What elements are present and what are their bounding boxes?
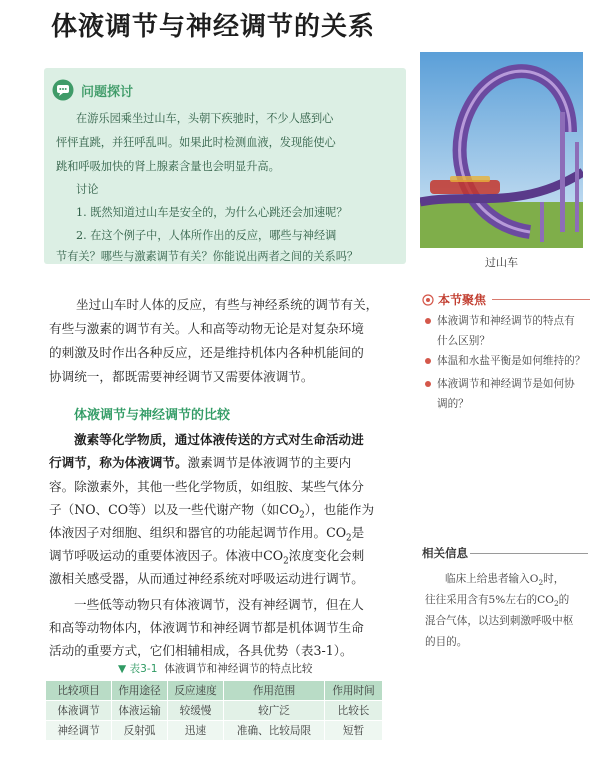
problem-paragraph-line: 在游乐园乘坐过山车，头朝下疾驰时，不少人感到心 [76,112,334,125]
table-header-cell: 作用范围 [224,681,325,701]
definition-line: 行调节，称为体液调节。 [49,455,188,470]
discussion-question-2: 2. 在这个例子中，人体所作出的反应，哪些与神经调 [76,229,337,242]
problem-paragraph-line: 跳和呼吸加快的肾上腺素含量也会明显升高。 [56,160,280,173]
related-span: 时， [543,573,565,585]
table-cell: 体液调节 [46,701,112,721]
problem-header [52,79,133,101]
table-cell: 比较长 [325,701,383,721]
related-span: 的 [558,594,570,606]
bullet-dot-icon [425,381,431,387]
focus-title: 本节聚焦 [438,293,487,307]
table-number: 表3-1 [129,663,158,675]
body-text-line: 和高等动物体内，体液调节和神经调节都是机体调节生命 [49,620,364,635]
discussion-question-2: 节有关？哪些与激素调节有关？你能说出两者之间的关系吗？ [56,250,359,263]
table-caption [118,661,313,676]
focus-item: 体液调节和神经调节的特点有 [437,315,575,327]
chat-bubble-icon [52,79,74,101]
body-text-span: 浓度变化会刺 [288,548,365,563]
section-heading: 体液调节与神经调节的比较 [74,408,231,423]
focus-item: 体温和水盐平衡是如何维持的？ [437,355,586,367]
related-span: 往往采用含有5%左右的CO [425,594,554,606]
body-text-line: 容。除激素外，其他一些化学物质，如组胺、某些气体分 [49,479,364,494]
discussion-question-1: 1. 既然知道过山车是安全的，为什么心跳还会加速呢？ [76,206,348,219]
bullet-dot-icon [425,318,431,324]
comparison-table [45,680,383,741]
table-cell: 较广泛 [224,701,325,721]
body-text-line: 激相关感受器，从而通过神经系统对呼吸运动进行调节。 [49,571,364,586]
photo-caption: 过山车 [485,256,518,269]
body-text-line [49,452,351,471]
subscript: 2 [346,533,352,544]
table-header-cell: 反应速度 [168,681,224,701]
focus-item: 什么区别？ [437,335,490,347]
subscript: 2 [283,556,289,567]
body-text-span: 体液因子对细胞、组织和器官的功能起调节作用。CO [49,525,347,540]
table-header-cell: 作用途径 [112,681,168,701]
body-text-span: 调节呼吸运动的重要体液因子。体液中CO [49,548,284,563]
table-cell: 准确、比较局限 [224,721,325,741]
focus-item: 体液调节和神经调节是如何协 [437,378,575,390]
subscript: 2 [299,510,305,521]
table-header-row [46,681,383,701]
focus-divider [492,299,590,300]
table-cell: 迅速 [168,721,224,741]
table-cell: 较缓慢 [168,701,224,721]
problem-heading: 问题探讨 [81,84,134,100]
triangle-marker-icon: ▼ [118,663,127,675]
body-text-line [49,522,364,544]
body-text-line: 协调统一，都既需要神经调节又需要体液调节。 [49,369,314,384]
body-text-line: 有些与激素的调节有关。人和高等动物无论是对复杂环境 [49,321,364,336]
roller-coaster-photo [420,52,583,248]
table-cell: 反射弧 [112,721,168,741]
table-header-cell: 比较项目 [46,681,112,701]
body-text-line: 活动的重要方式，它们相辅相成，各具优势（表3-1）。 [49,643,353,658]
related-info-line [445,571,564,587]
related-info-divider [470,553,588,554]
table-cell: 短暂 [325,721,383,741]
body-text-line: 的刺激及时作出各种反应，还是维持机体内各种机能间的 [49,345,364,360]
related-info-line [425,592,569,608]
body-text-span: 激素调节是体液调节的主要内 [187,455,352,470]
subscript: 2 [553,599,559,609]
target-icon [422,294,434,306]
related-info-title: 相关信息 [422,546,468,560]
page-title: 体液调节与神经调节的关系 [51,12,376,42]
related-info-line: 混合气体，以达到刺激呼吸中枢 [425,615,574,627]
table-cell: 神经调节 [46,721,112,741]
body-text-line: 一些低等动物只有体液调节，没有神经调节，但在人 [74,597,364,612]
subscript: 2 [538,578,544,588]
body-text-line [49,545,364,567]
table-row [46,721,383,741]
table-header-cell: 作用时间 [325,681,383,701]
table-caption-text: 体液调节和神经调节的特点比较 [164,663,313,675]
definition-line: 激素等化学物质，通过体液传送的方式对生命活动进 [74,432,364,447]
table-row [46,701,383,721]
related-span: 临床上给患者输入O [445,573,539,585]
body-text-line [49,499,374,521]
focus-item: 调的？ [437,398,469,410]
related-info-line: 的目的。 [425,636,468,648]
body-text-span: ），也能作为 [304,502,375,517]
discussion-label: 讨论 [76,183,99,196]
focus-header [422,291,590,308]
body-text-line: 坐过山车时人体的反应，有些与神经系统的调节有关， [76,297,379,312]
body-text-span: 子（NO、CO等）以及一些代谢产物（如CO [49,502,300,517]
body-text-span: 是 [351,525,365,540]
problem-paragraph-line: 怦怦直跳，并狂呼乱叫。如果此时检测血液，发现能使心 [56,136,336,149]
table-cell: 体液运输 [112,701,168,721]
bullet-dot-icon [425,358,431,364]
